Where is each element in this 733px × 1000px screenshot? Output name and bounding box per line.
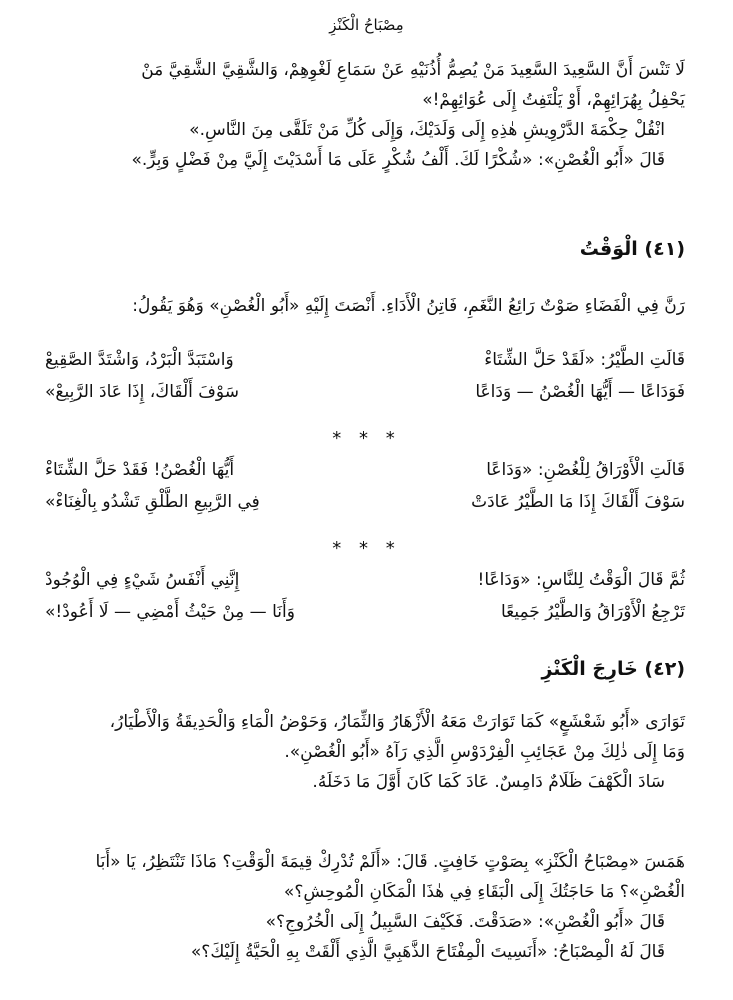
verse-hemistich-right: قَالَتِ الْأَوْرَاقُ لِلْغُصْنِ: «وَدَاعًا xyxy=(486,460,685,480)
section-41-heading: (٤١) الْوَقْتُ xyxy=(579,238,685,260)
stanza-separator: * * * xyxy=(332,538,401,559)
paragraph-line: سَادَ الْكَهْفَ ظَلَامٌ دَامِسٌ. عَادَ كَمَا كَانَ أَوَّلَ مَا دَخَلَهُ. xyxy=(312,772,665,792)
verse-hemistich-left: وَأَنَا — مِنْ حَيْثُ أَمْضِي — لَا أَعُودْ!» xyxy=(45,602,295,622)
intro-line-3: انْقُلْ حِكْمَةَ الدَّرْوِيشِ هٰذِهِ إِلَى وَلَدَيْكَ، وَإِلَى كُلِّ مَنْ تَلَقَّى مِنَ النَّاسِ.» xyxy=(189,120,665,140)
section-42-heading: (٤٢) خَارِجَ الْكَنْزِ xyxy=(541,658,685,680)
verse-hemistich-left: فِي الرَّبِيعِ الطَّلْقِ تَشْدُو بِالْغِنَاءْ» xyxy=(45,492,260,512)
verse-row xyxy=(45,492,685,522)
verse-hemistich-left: أَيُّهَا الْغُصْنُ! فَقَدْ حَلَّ الشِّتَاءْ xyxy=(45,460,235,480)
running-header: مِصْبَاحُ الْكَنْزِ xyxy=(329,16,404,34)
paragraph-line: هَمَسَ «مِصْبَاحُ الْكَنْزِ» بِصَوْتٍ خَافِتٍ. قَالَ: «أَلَمْ تُدْرِكْ قِيمَةَ الْوَقْتِ؟ مَاذَا تَنْتَظِرُ، يَا «أَبَا xyxy=(95,852,685,872)
paragraph-line: قَالَ «أَبُو الْغُصْنِ»: «صَدَقْتَ. فَكَيْفَ السَّبِيلُ إِلَى الْخُرُوجِ؟» xyxy=(265,912,665,932)
verse-hemistich-left: وَاسْتَبَدَّ الْبَرْدُ، وَاشْتَدَّ الصَّقِيعْ xyxy=(45,350,234,370)
intro-line-2: يَحْفِلُ بِهُرَائِهِمْ، أَوْ يَلْتَفِتُ إِلَى عُوَائِهِمْ!» xyxy=(422,90,685,110)
verse-hemistich-right: قَالَتِ الطَّيْرُ: «لَقَدْ حَلَّ الشِّتَاءْ xyxy=(484,350,685,370)
paragraph-line: تَوَارَى «أَبُو شَعْشَعٍ» كَمَا تَوَارَتْ مَعَهُ الْأَزْهَارُ وَالثِّمَارُ، وَحَوْضُ الْمَاءِ وَالْحَدِيقَةُ وَالْأَطْيَارُ، xyxy=(109,712,685,732)
verse-hemistich-left: سَوْفَ أَلْقَاكَ، إِذَا عَادَ الرَّبِيعْ» xyxy=(45,382,239,402)
verse-row xyxy=(45,602,685,632)
stanza-separator: * * * xyxy=(332,428,401,449)
paragraph-line: وَمَا إِلَى ذٰلِكَ مِنْ عَجَائِبِ الْفِرْدَوْسِ الَّذِي رَآهُ «أَبُو الْغُصْنِ». xyxy=(284,742,685,762)
verse-hemistich-left: إِنَّنِي أَنْفَسُ شَيْءٍ فِي الْوُجُودْ xyxy=(45,570,240,590)
verse-row xyxy=(45,382,685,412)
intro-line-4: قَالَ «أَبُو الْغُصْنِ»: «شُكْرًا لَكَ. أَلْفُ شُكْرٍ عَلَى مَا أَسْدَيْتَ إِلَيَّ مِنْ فَضْلٍ وَبِرٍّ.» xyxy=(131,150,665,170)
verse-row xyxy=(45,350,685,380)
verse-row xyxy=(45,570,685,600)
verse-row xyxy=(45,460,685,490)
paragraph-line: قَالَ لَهُ الْمِصْبَاحُ: «أَنَسِيتَ الْمِفْتَاحَ الذَّهَبِيَّ الَّذِي أَلْقَتْ بِهِ الْحَيَّةُ إِلَيْكَ؟» xyxy=(190,942,665,962)
section-41-intro: رَنَّ فِي الْفَضَاءِ صَوْتٌ رَائِعُ النَّغَمِ، فَاتِنُ الْأَدَاءِ. أَنْصَتَ إِلَيْهِ «أَبُو الْغُصْنِ» وَهُوَ يَقُولُ: xyxy=(132,296,685,316)
verse-hemistich-right: فَوَدَاعًا — أَيُّهَا الْغُصْنُ — وَدَاعًا xyxy=(475,382,685,402)
verse-hemistich-right: ثُمَّ قَالَ الْوَقْتُ لِلنَّاسِ: «وَدَاعًا! xyxy=(477,570,685,590)
intro-line-1: لَا تَنْسَ أَنَّ السَّعِيدَ السَّعِيدَ مَنْ يُصِمُّ أُذُنَيْهِ عَنْ سَمَاعِ لَغْوِهِمْ، وَالشَّقِيَّ الشَّقِيَّ مَنْ xyxy=(141,60,685,80)
verse-hemistich-right: سَوْفَ أَلْقَاكَ إِذَا مَا الطَّيْرُ عَادَتْ xyxy=(471,492,685,512)
verse-hemistich-right: تَرْجِعُ الْأَوْرَاقُ وَالطَّيْرُ جَمِيعًا xyxy=(500,602,685,622)
paragraph-line: الْغُصْنِ»؟ مَا حَاجَتُكَ إِلَى الْبَقَاءِ فِي هٰذَا الْمَكَانِ الْمُوحِشِ؟» xyxy=(283,882,685,902)
